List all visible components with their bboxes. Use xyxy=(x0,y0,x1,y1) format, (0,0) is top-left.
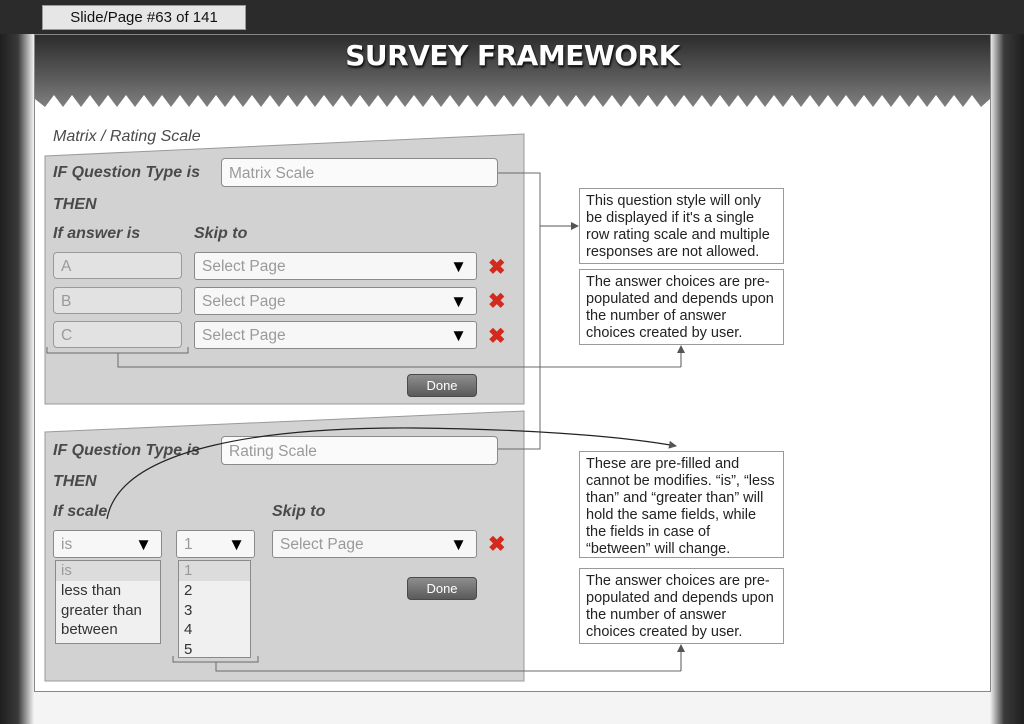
operator-option[interactable]: between xyxy=(61,621,118,639)
skip-column-header: Skip to xyxy=(194,225,248,242)
chevron-down-icon: ▼ xyxy=(450,535,467,554)
skip-select-b-value: Select Page xyxy=(202,293,286,310)
skip-select-value: Select Page xyxy=(280,536,364,553)
panel-2-then-label: THEN xyxy=(53,473,97,490)
number-dropdown-list xyxy=(178,560,251,658)
page-title: SURVEY FRAMEWORK xyxy=(345,39,680,72)
question-type-field[interactable]: Rating Scale xyxy=(221,436,498,465)
chevron-down-icon: ▼ xyxy=(450,326,467,345)
skip-select-a-value: Select Page xyxy=(202,258,286,275)
chevron-down-icon: ▼ xyxy=(450,257,467,276)
delete-icon[interactable]: ✖ xyxy=(488,290,506,313)
chevron-down-icon: ▼ xyxy=(135,535,152,554)
zigzag-divider xyxy=(35,91,990,117)
note-answer-choices: The answer choices are pre-populated and depends upon the number of answer choices created by user. xyxy=(579,269,784,345)
answer-field-a[interactable]: A xyxy=(53,252,182,279)
delete-icon[interactable]: ✖ xyxy=(488,325,506,348)
answer-field-c[interactable]: C xyxy=(53,321,182,348)
slide-indicator: Slide/Page #63 of 141 xyxy=(42,5,246,30)
scale-column-header: If scale xyxy=(53,503,108,520)
note-prefilled-fields: These are pre-filled and cannot be modifies. “is”, “less than” and “greater than” will hold the same fields, while the fields in case of “between” will change. xyxy=(579,451,784,558)
skip-column-header: Skip to xyxy=(272,503,326,520)
number-option[interactable]: 4 xyxy=(184,621,193,639)
operator-select-value: is xyxy=(61,536,73,553)
section-label: Matrix / Rating Scale xyxy=(53,128,201,145)
panel-1-if-label: IF Question Type is xyxy=(53,164,200,181)
done-button[interactable]: Done xyxy=(407,374,477,397)
delete-icon[interactable]: ✖ xyxy=(488,533,506,556)
operator-option[interactable]: greater than xyxy=(61,601,142,619)
slide xyxy=(34,34,991,692)
chevron-down-icon: ▼ xyxy=(228,535,245,554)
skip-select-b[interactable] xyxy=(194,287,477,315)
done-button[interactable]: Done xyxy=(407,577,477,600)
answer-column-header: If answer is xyxy=(53,225,141,242)
number-select[interactable] xyxy=(176,530,255,558)
skip-select-c-value: Select Page xyxy=(202,327,286,344)
operator-dropdown-list xyxy=(55,560,161,644)
number-option[interactable]: 5 xyxy=(184,641,193,659)
chevron-down-icon: ▼ xyxy=(450,292,467,311)
number-select-value: 1 xyxy=(184,536,193,553)
answer-field-b[interactable]: B xyxy=(53,287,182,314)
skip-select-a[interactable] xyxy=(194,252,477,280)
operator-select[interactable] xyxy=(53,530,162,558)
delete-icon[interactable]: ✖ xyxy=(488,256,506,279)
operator-option[interactable]: is xyxy=(56,561,160,581)
note-answer-choices-scale: The answer choices are pre-populated and depends upon the number of answer choices created by user. xyxy=(579,568,784,644)
panel-1-then-label: THEN xyxy=(53,196,97,213)
number-option[interactable]: 3 xyxy=(184,601,193,619)
panel-2-if-label: IF Question Type is xyxy=(53,442,200,459)
operator-option[interactable]: less than xyxy=(61,581,122,599)
number-option[interactable]: 2 xyxy=(184,581,193,599)
note-display-condition: This question style will only be displayed if it's a single row rating scale and multiple responses are not allowed. xyxy=(579,188,784,264)
skip-select[interactable] xyxy=(272,530,477,558)
number-option[interactable]: 1 xyxy=(179,561,250,581)
question-type-field[interactable]: Matrix Scale xyxy=(221,158,498,187)
skip-select-c[interactable] xyxy=(194,321,477,349)
